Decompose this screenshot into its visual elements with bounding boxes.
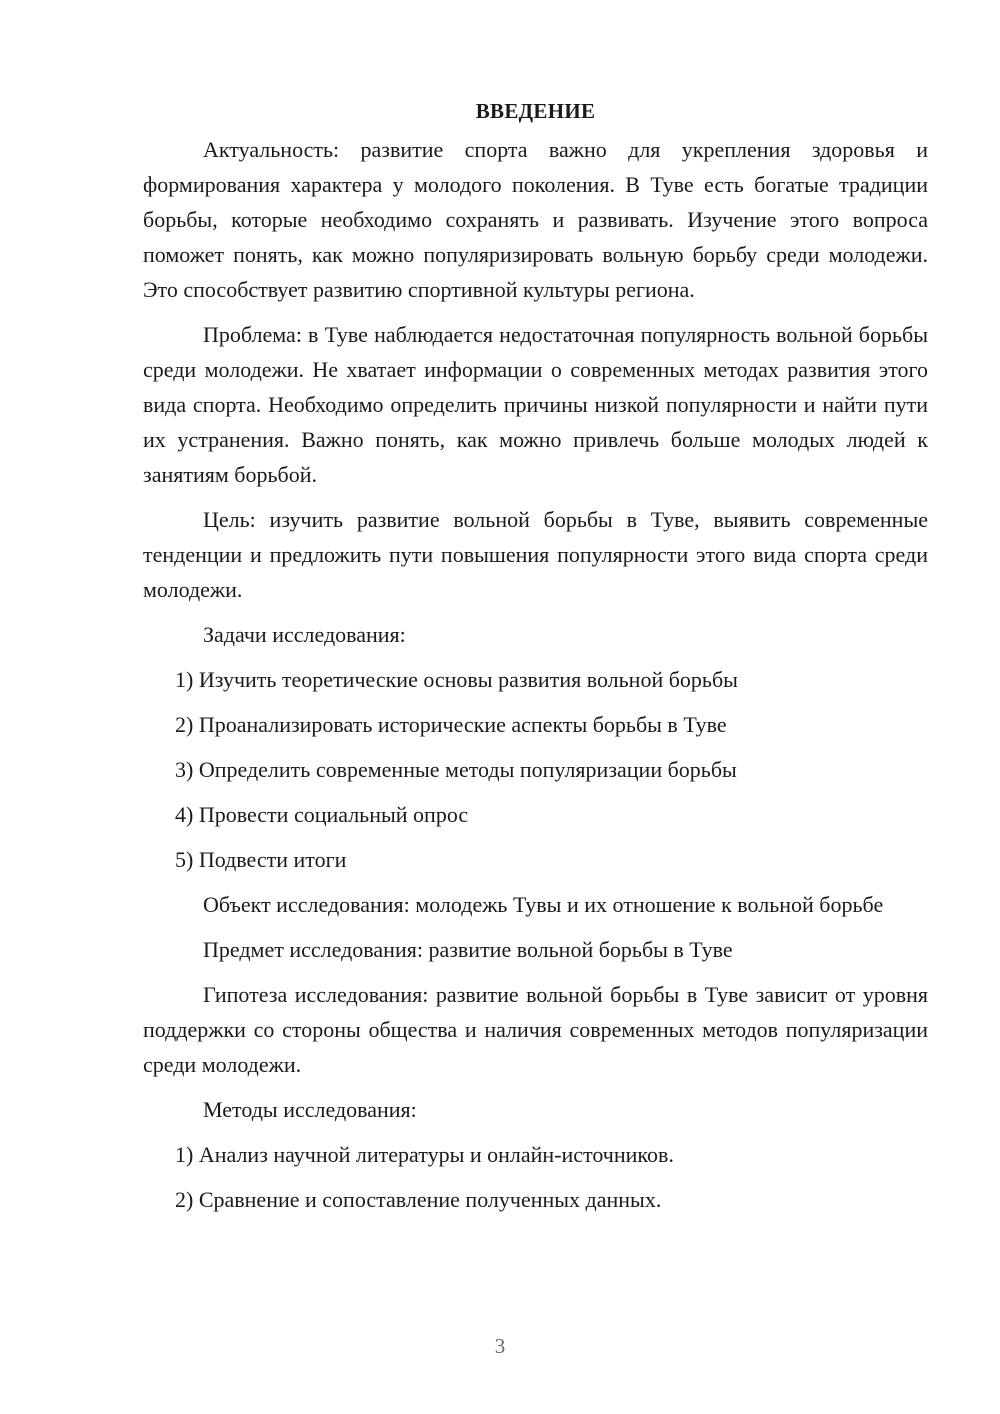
object-paragraph: Объект исследования: молодежь Тувы и их отношение к вольной борьбе — [203, 892, 884, 917]
task-item: 4) Провести социальный опрос — [175, 802, 469, 827]
task-item: 1) Изучить теоретические основы развития вольной борьбы — [175, 667, 738, 692]
task-item: 3) Определить современные методы популяризации борьбы — [175, 757, 737, 782]
methods-list — [143, 1137, 928, 1217]
page-number: 3 — [494, 1334, 506, 1358]
document-body — [143, 96, 928, 1217]
method-item: 1) Анализ научной литературы и онлайн-источников. — [175, 1142, 674, 1167]
subject-paragraph: Предмет исследования: развитие вольной борьбы в Туве — [203, 937, 733, 962]
method-item: 2) Сравнение и сопоставление полученных данных. — [175, 1187, 662, 1212]
tasks-title: Задачи исследования: — [203, 622, 406, 647]
relevance-paragraph: Актуальность: развитие спорта важно для укрепления здоровья и формирования характера у молодого поколения. В Туве есть богатые традиции борьбы, которые необходимо сохранять и развивать. Изучение этого вопроса поможет понять, как можно популяризировать вольную борьбу среди молодежи. Это способствует развитию спортивной культуры региона. — [143, 137, 928, 302]
hypothesis-paragraph: Гипотеза исследования: развитие вольной борьбы в Туве зависит от уровня поддержки со стороны общества и наличия современных методов популяризации среди молодежи. — [143, 982, 928, 1077]
task-item: 5) Подвести итоги — [175, 847, 347, 872]
goal-paragraph: Цель: изучить развитие вольной борьбы в Туве, выявить современные тенденции и предложить пути повышения популярности этого вида спорта среди молодежи. — [143, 507, 928, 602]
page-heading: ВВЕДЕНИЕ — [475, 99, 596, 123]
task-item: 2) Проанализировать исторические аспекты борьбы в Туве — [175, 712, 727, 737]
problem-paragraph: Проблема: в Туве наблюдается недостаточная популярность вольной борьбы среди молодежи. Не хватает информации о современных методах развития этого вида спорта. Необходимо определить причины низкой популярности и найти пути их устранения. Важно понять, как можно привлечь больше молодых людей к занятиям борьбой. — [143, 322, 928, 487]
tasks-list — [143, 662, 928, 877]
methods-title: Методы исследования: — [203, 1097, 417, 1122]
